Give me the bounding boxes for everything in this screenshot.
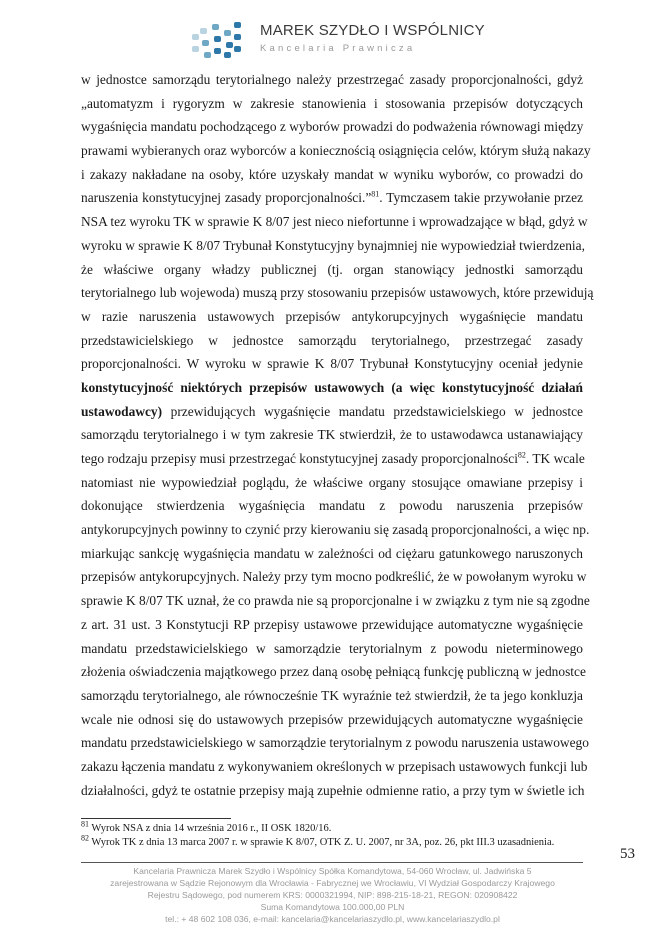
text-line: [81, 637, 583, 661]
text-line: [81, 708, 583, 732]
text-line: [81, 329, 583, 353]
footnote-reference: 81: [371, 189, 380, 199]
letterhead: [190, 18, 490, 58]
footer-line: Rejestru Sądowego, pod numerem KRS: 0000321994, NIP: 898-215-18-21, REGON: 020908422: [147, 890, 518, 900]
text-line: [81, 234, 583, 258]
footnote-text: Wyrok NSA z dnia 14 września 2016 r., II OSK 1820/16.: [89, 823, 332, 834]
footnotes: [81, 819, 555, 850]
text-segment: NSA tez wyroku TK w sprawie K 8/07 jest nieco niefortunne i wprowadzające w błąd, gdyż w: [81, 214, 588, 230]
text-segment: terytorialnego lub wojewoda) muszą przy stosowaniu przepisów ustawowych, które przewidują: [81, 285, 594, 301]
text-line: [81, 423, 583, 447]
text-line: [81, 258, 583, 282]
text-segment: „automatyzm i rygoryzm w zakresie stanowienia i stosowania przepisów dotyczących: [81, 95, 583, 111]
page-number: 53: [620, 846, 635, 862]
text-segment: z art. 31 ust. 3 Konstytucji RP przepisy ustawowe przewidujące automatyczne wygaśnięcie: [81, 616, 583, 632]
text-segment: tego rodzaju przepisy musi przestrzegać konstytucyjnej zasady proporcjonalności: [81, 451, 518, 466]
text-line: [81, 542, 583, 566]
logo-dot: [200, 28, 207, 34]
text-line: [81, 139, 591, 163]
text-segment: proporcjonalności. W wyroku w sprawie K 8/07 Trybunał Konstytucyjny oceniał jedynie: [81, 356, 583, 372]
text-line: [81, 68, 583, 92]
footer-divider: [81, 862, 583, 863]
text-line: [81, 755, 588, 779]
logo-dot: [204, 52, 211, 58]
text-line: [81, 163, 583, 187]
text-segment: i zakazy nakładane na osoby, które uzyskały mandat w wyniku wyborów, co prowadzi do: [81, 166, 583, 182]
footnote-text: Wyrok TK z dnia 13 marca 2007 r. w sprawie K 8/07, OTK Z. U. 2007, nr 3A, poz. 26, pkt III.3 uzasadnienia.: [89, 837, 555, 848]
text-line: [81, 518, 590, 542]
text-line: [81, 565, 587, 589]
text-segment: że właściwe organy władzy publicznej (tj. organ stanowiący jednostki samorządu: [81, 261, 583, 277]
text-segment: wcale nie odnosi się do ustawowych przepisów przewidujących automatyczne wygaśnięcie: [81, 711, 583, 727]
text-segment: naruszenia konstytucyjnej zasady proporcjonalności.”: [81, 190, 372, 206]
text-segment: . Tymczasem takie przywołanie przez: [379, 190, 583, 206]
text-segment: sprawie K 8/07 TK uznał, że co prawda nie są proporcjonalne i w związku z tym nie są zgodne: [81, 593, 590, 609]
text-segment: zakazu łączenia mandatu z wykonywaniem określonych w przepisach ustawowych funkcji lub: [81, 758, 588, 774]
text-segment: w jednostce samorządu terytorialnego należy przestrzegać zasady proporcjonalności, gdyż: [81, 72, 583, 87]
logo-dot: [192, 34, 199, 40]
footer-line: tel.: + 48 602 108 036, e-mail: kancelaria@kancelariaszydlo.pl, www.kancelariaszydlo.pl: [165, 914, 500, 924]
footer-line: Suma Komandytowa 100.000,00 PLN: [260, 902, 405, 912]
text-segment: wyroku w sprawie K 8/07 Trybunał Konstytucyjny bynajmniej nie wypowiedział twierdzenia,: [81, 237, 585, 253]
footer: [30, 865, 635, 925]
text-line: [81, 186, 583, 210]
text-line: [81, 684, 583, 708]
text-segment: przedstawicielskiego w jednostce samorządu terytorialnego, przestrzegać zasady: [81, 332, 583, 348]
text-line: [81, 779, 583, 803]
logo-dot: [226, 42, 233, 48]
text-line: [81, 305, 583, 329]
text-line: [81, 92, 583, 116]
logo-dot: [212, 24, 219, 30]
footnote-divider: [81, 818, 231, 819]
logo-dot: [234, 46, 241, 52]
footnote-number: 82: [81, 833, 89, 843]
text-segment: w razie naruszenia ustawowych przepisów antykorupcyjnych wygaśnięcie mandatu: [81, 308, 583, 324]
footer-line: Kancelaria Prawnicza Marek Szydło i Wspólnicy Spółka Komandytowa, 54-060 Wrocław, ul. Jadwińska 5: [133, 866, 532, 876]
text-segment: samorządu terytorialnego, ale równocześnie TK wyraźnie też stwierdził, że ta jego konkluzja: [81, 687, 583, 703]
text-line: [81, 210, 588, 234]
text-segment: działalności, gdyż te ostatnie przepisy mają zupełnie odmienne ratio, a przy tym w świetle ich: [81, 782, 585, 798]
text-segment: antykorupcyjnych powinny to czynić przy kierowaniu się zasadą proporcjonalności, a więc np.: [81, 522, 590, 538]
text-segment: samorządu terytorialnego i w tym zakresie TK stwierdził, że to ustawodawca ustanawiający: [81, 427, 583, 443]
logo-dot: [224, 52, 231, 58]
text-segment: przewidujących wygaśnięcie mandatu przedstawicielskiego w jednostce: [162, 403, 583, 419]
firm-name: MAREK SZYDŁO I WSPÓLNICY: [260, 22, 485, 39]
text-line: [81, 281, 594, 305]
logo-dot: [234, 34, 241, 40]
text-segment: prawami wybieranych oraz wyborców a koniecznością osiągnięcia celów, którym służą nakazy: [81, 143, 591, 159]
text-segment: wygaśnięcia mandatu pochodzącego z wyborów prowadzi do podważenia równowagi między: [81, 119, 584, 135]
text-segment: mandatu przedstawicielskiego w samorządzie terytorialnym z powodu naruszenia ustawowego: [81, 735, 589, 751]
logo-icon: [190, 20, 242, 56]
text-segment: dokonujące stwierdzenia wygaśnięcia mandatu z powodu naruszenia przepisów: [81, 498, 583, 514]
text-segment: złożenia oświadczenia majątkowego przez daną osobę pełniącą funkcję publiczną w jednostce: [81, 664, 586, 680]
text-line: [81, 447, 583, 471]
logo-dot: [202, 40, 209, 46]
text-line: [81, 471, 583, 495]
text-line: [81, 613, 583, 637]
body-text: [81, 68, 594, 802]
text-line: [81, 589, 590, 613]
footnote: [81, 819, 554, 836]
logo-dot: [224, 30, 231, 36]
text-line: [81, 352, 583, 376]
text-segment: miarkując sankcję wygaśnięcia mandatu w zależności od ciężaru gatunkowego naruszonych: [81, 545, 583, 561]
text-line: [81, 731, 589, 755]
bold-text: konstytucyjność niektórych przepisów ustawowych (a więc konstytucyjność działań: [81, 379, 583, 395]
text-line: [81, 376, 583, 400]
footnote-reference: 82: [517, 450, 526, 460]
text-segment: przepisów antykorupcyjnych. Należy przy tym mocno podkreślić, że w powołanym wyroku w: [81, 569, 587, 585]
text-line: [81, 400, 583, 424]
text-line: [81, 660, 586, 684]
footnote: [81, 833, 555, 850]
footer-line: zarejestrowana w Sądzie Rejonowym dla Wrocławia - Fabrycznej we Wrocławiu, VI Wydział Gospodarczy Krajowego: [110, 878, 555, 888]
footnote-number: 81: [81, 819, 89, 829]
text-segment: mandatu przedstawicielskiego w samorządzie terytorialnym z powodu nieterminowego: [81, 640, 583, 656]
text-line: [81, 115, 583, 139]
text-line: [81, 494, 583, 518]
logo-dot: [214, 48, 221, 54]
logo-dot: [192, 46, 199, 52]
logo-dot: [234, 22, 241, 28]
firm-tagline: Kancelaria Prawnicza: [260, 43, 416, 54]
text-segment: . TK wcale: [525, 451, 585, 466]
text-segment: natomiast nie wypowiedział poglądu, że właściwe organy stosujące omawiane przepisy i: [81, 474, 583, 490]
bold-text: ustawodawcy): [81, 403, 163, 419]
logo-dot: [214, 36, 221, 42]
